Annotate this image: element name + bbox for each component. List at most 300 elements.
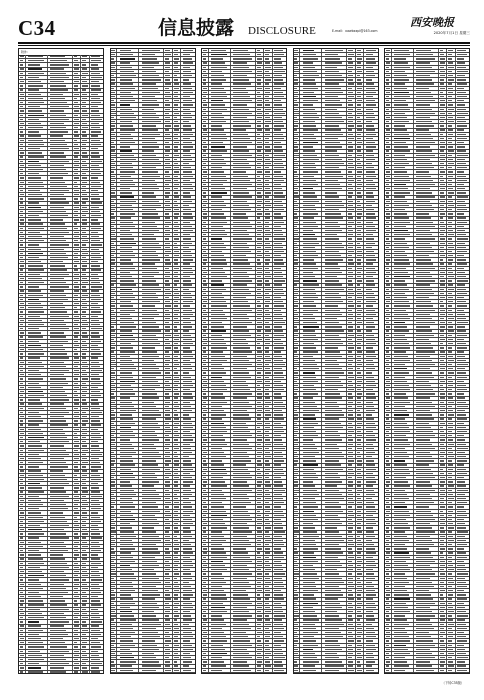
table-cell	[364, 644, 377, 647]
table-cell	[111, 401, 118, 404]
table-cell	[90, 495, 103, 498]
table-cell	[322, 49, 347, 52]
table-cell	[26, 415, 48, 418]
table-cell	[294, 300, 301, 303]
table-cell	[173, 141, 181, 144]
table-cell	[300, 334, 322, 337]
table-cell	[181, 53, 194, 56]
table-cell	[392, 91, 414, 94]
table-cell	[364, 585, 377, 588]
table-cell	[364, 309, 377, 312]
table-cell	[19, 252, 26, 255]
table-cell	[139, 422, 164, 425]
table-cell	[347, 380, 355, 383]
table-cell	[209, 225, 231, 228]
table-cell	[364, 610, 377, 613]
table-cell	[90, 336, 103, 339]
table-cell	[231, 254, 256, 257]
table-cell	[264, 501, 272, 504]
table-cell	[181, 191, 194, 194]
table-cell	[19, 231, 26, 234]
table-cell	[19, 122, 26, 125]
table-cell	[139, 652, 164, 655]
table-cell	[117, 145, 139, 148]
table-cell	[322, 250, 347, 253]
table-cell	[364, 258, 377, 261]
table-cell	[347, 49, 355, 52]
table-cell	[26, 591, 48, 594]
table-cell	[173, 263, 181, 266]
table-cell	[447, 91, 455, 94]
table-cell	[294, 388, 301, 391]
table-cell	[164, 145, 172, 148]
table-cell	[202, 83, 209, 86]
table-cell	[347, 543, 355, 546]
table-cell	[356, 610, 364, 613]
table-cell	[73, 570, 81, 573]
table-cell	[139, 196, 164, 199]
table-cell	[364, 137, 377, 140]
table-cell	[209, 112, 231, 115]
table-cell	[173, 572, 181, 575]
table-cell	[322, 267, 347, 270]
table-cell	[347, 392, 355, 395]
table-cell	[294, 476, 301, 479]
table-cell	[264, 250, 272, 253]
table-cell	[81, 386, 89, 389]
table-cell	[202, 150, 209, 153]
table-cell	[300, 459, 322, 462]
table-cell	[356, 652, 364, 655]
table-cell	[231, 430, 256, 433]
table-cell	[264, 443, 272, 446]
table-cell	[139, 522, 164, 525]
table-cell	[300, 200, 322, 203]
table-cell	[111, 233, 118, 236]
table-cell	[139, 57, 164, 60]
table-cell	[294, 334, 301, 337]
table-cell	[139, 472, 164, 475]
table-cell	[209, 120, 231, 123]
table-cell	[164, 309, 172, 312]
table-cell	[90, 176, 103, 179]
table-cell	[90, 243, 103, 246]
table-cell	[202, 330, 209, 333]
table-cell	[90, 436, 103, 439]
table-cell	[139, 74, 164, 77]
table-cell	[364, 631, 377, 634]
table-cell	[73, 273, 81, 276]
table-cell	[322, 518, 347, 521]
table-cell	[294, 614, 301, 617]
table-cell	[164, 480, 172, 483]
table-cell	[173, 367, 181, 370]
table-cell	[48, 151, 73, 154]
table-cell	[294, 258, 301, 261]
table-cell	[117, 355, 139, 358]
table-cell	[356, 438, 364, 441]
table-cell	[264, 204, 272, 207]
table-cell	[231, 392, 256, 395]
table-cell	[73, 239, 81, 242]
table-cell	[300, 359, 322, 362]
table-cell	[164, 129, 172, 132]
table-cell	[231, 577, 256, 580]
table-cell	[231, 413, 256, 416]
table-cell	[256, 87, 264, 90]
table-cell	[90, 126, 103, 129]
table-cell	[173, 443, 181, 446]
table-cell	[90, 256, 103, 259]
table-cell	[264, 309, 272, 312]
table-cell	[356, 237, 364, 240]
table-cell	[164, 133, 172, 136]
table-cell	[181, 83, 194, 86]
table-cell	[181, 631, 194, 634]
table-cell	[256, 468, 264, 471]
table-cell	[26, 218, 48, 221]
table-cell	[294, 95, 301, 98]
table-cell	[273, 221, 286, 224]
table-cell	[364, 560, 377, 563]
table-cell	[19, 118, 26, 121]
table-cell	[264, 539, 272, 542]
table-cell	[209, 623, 231, 626]
table-cell	[181, 371, 194, 374]
table-cell	[90, 444, 103, 447]
table-cell	[356, 212, 364, 215]
table-cell	[300, 388, 322, 391]
table-cell	[322, 279, 347, 282]
table-cell	[209, 531, 231, 534]
table-cell	[202, 510, 209, 513]
table-cell	[364, 296, 377, 299]
table-cell	[264, 217, 272, 220]
table-cell	[181, 200, 194, 203]
table-cell	[19, 608, 26, 611]
table-cell	[139, 317, 164, 320]
table-cell	[439, 99, 447, 102]
table-cell	[164, 225, 172, 228]
table-cell	[73, 302, 81, 305]
table-cell	[48, 298, 73, 301]
table-cell	[139, 455, 164, 458]
table-cell	[111, 652, 118, 655]
table-cell	[90, 570, 103, 573]
table-cell	[81, 578, 89, 581]
table-cell	[264, 275, 272, 278]
table-cell	[364, 652, 377, 655]
table-cell	[414, 91, 439, 94]
table-cell	[81, 118, 89, 121]
disclosure-table-column	[18, 48, 104, 674]
table-cell	[294, 145, 301, 148]
table-cell	[181, 158, 194, 161]
table-cell	[181, 300, 194, 303]
table-cell	[26, 285, 48, 288]
table-cell	[414, 108, 439, 111]
table-cell	[139, 656, 164, 659]
table-cell	[117, 627, 139, 630]
table-cell	[300, 422, 322, 425]
table-cell	[164, 346, 172, 349]
table-cell	[117, 325, 139, 328]
table-cell	[209, 552, 231, 555]
table-cell	[322, 539, 347, 542]
table-cell	[356, 656, 364, 659]
table-cell	[164, 342, 172, 345]
table-cell	[139, 501, 164, 504]
table-cell	[256, 535, 264, 538]
table-cell	[256, 313, 264, 316]
table-cell	[81, 503, 89, 506]
table-cell	[181, 464, 194, 467]
table-cell	[26, 520, 48, 523]
table-cell	[256, 577, 264, 580]
table-cell	[264, 212, 272, 215]
table-cell	[26, 185, 48, 188]
table-cell	[181, 535, 194, 538]
table-cell	[19, 369, 26, 372]
table-cell	[173, 648, 181, 651]
table-cell	[256, 648, 264, 651]
table-cell	[364, 673, 377, 674]
table-cell	[300, 229, 322, 232]
table-cell	[48, 457, 73, 460]
table-cell	[81, 583, 89, 586]
table-cell	[347, 279, 355, 282]
table-cell	[117, 409, 139, 412]
table-cell	[209, 606, 231, 609]
table-cell	[139, 426, 164, 429]
table-cell	[48, 277, 73, 280]
table-cell	[90, 499, 103, 502]
table-cell	[181, 145, 194, 148]
table-cell	[202, 459, 209, 462]
table-cell	[256, 455, 264, 458]
table-cell	[90, 151, 103, 154]
table-cell	[19, 415, 26, 418]
table-cell	[81, 269, 89, 272]
table-cell	[164, 526, 172, 529]
table-cell	[264, 451, 272, 454]
table-cell	[273, 510, 286, 513]
table-cell	[117, 141, 139, 144]
table-cell	[385, 124, 392, 127]
table-cell	[356, 434, 364, 437]
table-cell	[273, 426, 286, 429]
table-cell	[356, 166, 364, 169]
table-cell	[322, 476, 347, 479]
table-cell	[26, 432, 48, 435]
table-cell	[256, 556, 264, 559]
table-cell	[164, 267, 172, 270]
table-cell	[19, 97, 26, 100]
table-cell	[202, 464, 209, 467]
table-cell	[48, 331, 73, 334]
table-cell	[209, 334, 231, 337]
table-cell	[90, 290, 103, 293]
table-cell	[164, 296, 172, 299]
table-cell	[81, 264, 89, 267]
table-cell	[273, 472, 286, 475]
table-cell	[294, 116, 301, 119]
table-cell	[26, 574, 48, 577]
table-cell	[294, 665, 301, 668]
table-cell	[181, 78, 194, 81]
table-cell	[364, 221, 377, 224]
table-cell	[111, 49, 118, 52]
table-cell	[364, 129, 377, 132]
table-cell	[117, 426, 139, 429]
table-cell	[48, 285, 73, 288]
table-cell	[347, 95, 355, 98]
table-cell	[19, 227, 26, 230]
table-cell	[414, 133, 439, 136]
table-cell	[264, 639, 272, 642]
table-cell	[356, 451, 364, 454]
table-cell	[294, 120, 301, 123]
table-cell	[164, 426, 172, 429]
table-cell	[364, 376, 377, 379]
table-cell	[209, 388, 231, 391]
table-cell	[173, 585, 181, 588]
table-cell	[209, 644, 231, 647]
table-cell	[202, 501, 209, 504]
table-cell	[181, 409, 194, 412]
table-cell	[181, 338, 194, 341]
table-cell	[256, 267, 264, 270]
table-cell	[19, 206, 26, 209]
table-cell	[48, 315, 73, 318]
table-cell	[117, 103, 139, 106]
table-cell	[202, 162, 209, 165]
table-cell	[256, 388, 264, 391]
table-cell	[256, 57, 264, 60]
table-cell	[181, 304, 194, 307]
table-cell	[356, 539, 364, 542]
table-cell	[300, 376, 322, 379]
table-cell	[73, 114, 81, 117]
table-cell	[264, 585, 272, 588]
table-cell	[364, 547, 377, 550]
table-cell	[26, 269, 48, 272]
table-cell	[111, 254, 118, 257]
table-cell	[202, 250, 209, 253]
table-cell	[181, 468, 194, 471]
table-cell	[364, 334, 377, 337]
table-cell	[300, 179, 322, 182]
table-cell	[26, 101, 48, 104]
table-cell	[300, 351, 322, 354]
table-cell	[300, 606, 322, 609]
table-cell	[117, 313, 139, 316]
table-cell	[322, 271, 347, 274]
table-cell	[173, 644, 181, 647]
table-cell	[26, 491, 48, 494]
table-cell	[209, 543, 231, 546]
table-cell	[356, 284, 364, 287]
table-cell	[209, 547, 231, 550]
table-cell	[256, 133, 264, 136]
table-cell	[202, 648, 209, 651]
table-cell	[322, 589, 347, 592]
table-cell	[347, 246, 355, 249]
table-cell	[48, 319, 73, 322]
table-cell	[256, 639, 264, 642]
table-cell	[117, 526, 139, 529]
table-cell	[447, 49, 455, 52]
table-cell	[273, 547, 286, 550]
table-cell	[264, 229, 272, 232]
table-cell	[356, 459, 364, 462]
table-cell	[26, 327, 48, 330]
table-cell	[73, 130, 81, 133]
table-cell	[256, 392, 264, 395]
table-cell	[202, 170, 209, 173]
table-cell	[300, 317, 322, 320]
table-cell	[231, 267, 256, 270]
table-cell	[264, 476, 272, 479]
table-cell	[264, 246, 272, 249]
table-cell	[26, 377, 48, 380]
table-cell	[48, 214, 73, 217]
table-cell	[231, 564, 256, 567]
table-cell	[139, 133, 164, 136]
table-cell	[139, 669, 164, 672]
table-cell	[300, 124, 322, 127]
table-cell	[392, 49, 414, 52]
table-cell	[90, 264, 103, 267]
table-cell	[81, 55, 89, 58]
table-cell	[48, 72, 73, 75]
table-cell	[173, 531, 181, 534]
table-cell	[364, 237, 377, 240]
table-cell	[117, 665, 139, 668]
table-cell	[356, 355, 364, 358]
table-cell	[26, 248, 48, 251]
table-cell	[347, 325, 355, 328]
table-cell	[456, 120, 469, 123]
table-cell	[90, 604, 103, 607]
table-cell	[364, 78, 377, 81]
table-cell	[117, 564, 139, 567]
table-cell	[273, 367, 286, 370]
table-cell	[90, 118, 103, 121]
table-cell	[364, 619, 377, 622]
table-cell	[364, 581, 377, 584]
table-cell	[256, 129, 264, 132]
table-cell	[164, 619, 172, 622]
table-cell	[356, 196, 364, 199]
table-cell	[202, 275, 209, 278]
table-cell	[364, 359, 377, 362]
table-cell	[300, 175, 322, 178]
table-cell	[347, 62, 355, 65]
table-cell	[294, 459, 301, 462]
table-cell	[294, 606, 301, 609]
table-cell	[117, 468, 139, 471]
table-cell	[26, 369, 48, 372]
table-cell	[173, 593, 181, 596]
table-cell	[294, 346, 301, 349]
table-cell	[264, 518, 272, 521]
table-cell	[356, 271, 364, 274]
table-cell	[81, 486, 89, 489]
table-cell	[173, 313, 181, 316]
table-cell	[347, 505, 355, 508]
table-cell	[117, 57, 139, 60]
